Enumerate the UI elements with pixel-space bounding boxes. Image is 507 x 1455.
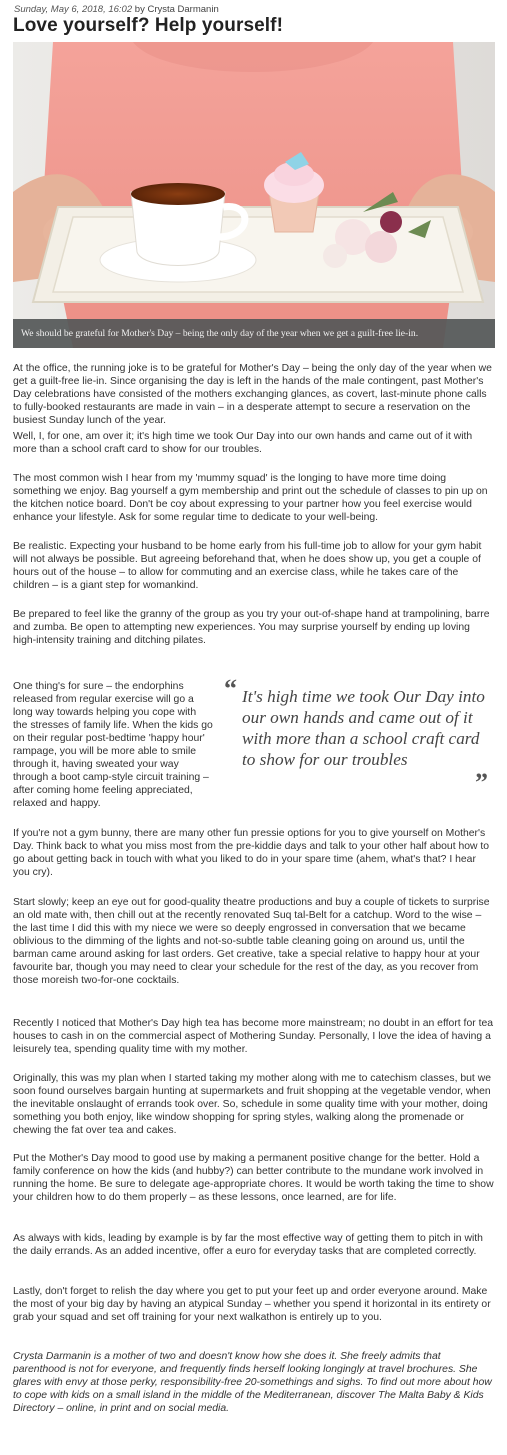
paragraph: Be prepared to feel like the granny of the group as you try your out-of-shape hand at trampolining, barre and zumba. Be open to attempting new experiences. You may surprise yourself by ending up loving high-intensity training and ditching pilates.	[13, 609, 490, 646]
paragraph: One thing's for sure – the endorphins released from regular exercise will go a long way towards helping you cope with the stresses of family life. When the kids go on their regular post-bedtime 'happy hour' rampage, you will be more able to smile through it, having sweated your way through a boot camp-style circuit training – after coming home feeling appreciated, relaxed and happy.	[13, 681, 213, 809]
paragraph: Lastly, don't forget to relish the day where you get to put your feet up and order everyone around. Make the most of your big day by having an atypical Sunday – whether you spend it horizontal in its entirety or grab your squad and set off training for your next walkathon is entirely up to you.	[13, 1286, 491, 1323]
tea-tray-photo-icon	[13, 42, 495, 348]
article-byline: by Crysta Darmanin	[134, 4, 219, 15]
paragraph: Well, I, for one, am over it; it's high time we took Our Day into our own hands and came out of it with more than a school craft card to show for our troubles.	[13, 431, 473, 455]
hero-image[interactable]	[13, 42, 495, 348]
author-bio: Crysta Darmanin is a mother of two and doesn't know how she does it. She freely admits that parenthood is not for everyone, and frequently finds herself looking longingly at travel brochures. She glares with envy at those perky, responsibility-free 20-somethings and sighs. To find out more about how to cope with kids on a small island in the middle of the Mediterranean, discover The Malta Baby & Kids Directory – online, in print and on social media.	[13, 1351, 492, 1414]
hero-caption: We should be grateful for Mother's Day – being the only day of the year when we get a guilt-free lie-in.	[13, 319, 495, 348]
paragraph: If you're not a gym bunny, there are many other fun pressie options for you to give yourself on Mother's Day. Think back to what you miss most from the pre-kiddie days and talk to your other half about how to go about getting back in touch with what you liked to do in your spare time (ahem, what's that? I hear you cry).	[13, 828, 490, 878]
open-quote-icon: “	[224, 674, 237, 703]
paragraph: Start slowly; keep an eye out for good-quality theatre productions and buy a couple of tickets to surprise an old mate with, then chill out at the recently renovated Suq tal-Belt for a catchup. Word to the wise – the last time I did this with my niece we were so deeply engrossed in conversation that we became oblivious to the dimming of the lights and not-so-subtle table cleaning going on around us, until the barman came around asking for last orders. Get creative, take a special relative to happy hour at your favourite bar, though you may need to clear your schedule for the rest of the day, as you recover from those moreish two-for-one cocktails.	[13, 897, 490, 986]
pull-quote-text: It's high time we took Our Day into our own hands and came out of it with more than a school craft card to show for our troubles	[242, 687, 485, 769]
paragraph: Put the Mother's Day mood to good use by making a permanent positive change for the better. Hold a family conference on how the kids (and hubby?) can better contribute to the mundane work involved in running the home. Be sure to delegate age-appropriate chores. It would be worth taking the time to show your children how to do them properly – as these lessons, once learned, are for life.	[13, 1153, 494, 1203]
close-quote-icon: ”	[475, 768, 488, 797]
paragraph: The most common wish I hear from my 'mummy squad' is the longing to have more time doing something we enjoy. Bag yourself a gym membership and print out the schedule of classes to pin up on the kitchen notice board. Don't be coy about expressing to your partner how you feel exercise would enhance your lifestyle. Ask for some regular time to dedicate to your well-being.	[13, 473, 488, 523]
paragraph: Recently I noticed that Mother's Day high tea has become more mainstream; no doubt in an effort for tea houses to cash in on the commercial aspect of Mothering Sunday. Personally, I love the idea of having a leisurely tea, spending quality time with my mother.	[13, 1018, 494, 1055]
article-meta	[14, 4, 219, 15]
article-date: Sunday, May 6, 2018, 16:02	[14, 4, 133, 15]
paragraph: Be realistic. Expecting your husband to be home early from his full-time job to allow for your gym habit will not always be possible. But agreeing beforehand that, when he does show up, you get a couple of hours out of the house – to allow for commuting and an exercise class, while he takes care of the children – is a giant step for womankind.	[13, 541, 482, 591]
article-title: Love yourself? Help yourself!	[13, 15, 284, 36]
pull-quote	[222, 676, 494, 816]
paragraph: Originally, this was my plan when I started taking my mother along with me to catechism classes, but we soon found ourselves bargain hunting at supermarkets and fruit shopping at the vegetable vendor, when the inevitable onslaught of errands took over. So, schedule in some quality time with your mother, doing something you both enjoy, like window shopping for spring styles, walking along the promenade or chewing the fat over tea and cakes.	[13, 1073, 491, 1136]
paragraph: At the office, the running joke is to be grateful for Mother's Day – being the only day of the year when we get a guilt-free lie-in. Since organising the day is left in the hands of the male contingent, past Mother's Day celebrations have consisted of the mothers exchanging glances, as covert, last-minute phone calls to fully-booked restaurants are made in vain – in a desperate attempt to secure a reservation on the busiest Sunday lunch of the year.	[13, 363, 492, 426]
paragraph: As always with kids, leading by example is by far the most effective way of getting them to pitch in with the daily errands. As an added incentive, offer a euro for everyday tasks that are completed correctly.	[13, 1233, 483, 1257]
